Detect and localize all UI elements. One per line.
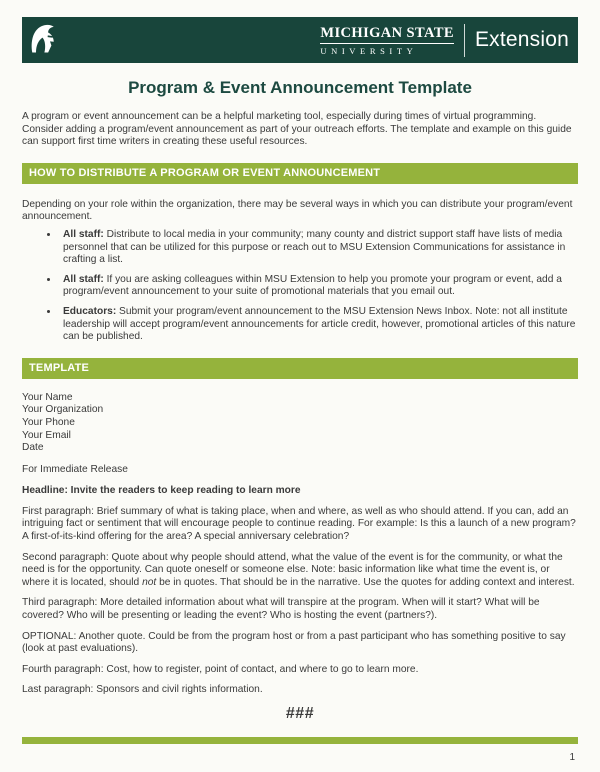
- section-heading-distribute: HOW TO DISTRIBUTE A PROGRAM OR EVENT ANNOUNCEMENT: [22, 163, 578, 184]
- bullet-text: If you are asking colleagues within MSU Extension to help you promote your program or event, add a program/event announcement to your suite of promotional materials that you email out.: [63, 273, 562, 298]
- spartan-helmet-icon: [29, 21, 57, 57]
- third-paragraph-instruction: Third paragraph: More detailed information about what will transpire at the program. When will it start? What will be covered? Who will be presenting or leading the event? Who is hosting the event (partners?).: [22, 597, 540, 622]
- second-paragraph-italic-word: not: [142, 576, 157, 588]
- fourth-paragraph-instruction: Fourth paragraph: Cost, how to register, point of contact, and where to go to learn more.: [22, 663, 419, 675]
- bullet-item: [59, 306, 578, 344]
- section-heading-template: TEMPLATE: [22, 358, 578, 379]
- contact-line-email: Your Email: [22, 429, 71, 441]
- bullet-lead: Educators:: [63, 305, 117, 317]
- contact-line-name: Your Name: [22, 391, 73, 403]
- bullet-lead: All staff:: [63, 273, 104, 285]
- distribute-lead-paragraph: Depending on your role within the organization, there may be several ways in which you can distribute your program/event announcement.: [22, 198, 573, 223]
- last-paragraph-instruction: Last paragraph: Sponsors and civil rights information.: [22, 684, 263, 696]
- second-paragraph-before: Second paragraph: Quote about why people should attend, what the value of the event is for the community, or what the need is for the opportunity. Can quote oneself or someone else. Note: basic information like what time the event is, or where it is located, should: [22, 551, 563, 588]
- page-title: Program & Event Announcement Template: [128, 78, 472, 97]
- brand-divider: [464, 24, 465, 57]
- second-paragraph-after: be in quotes. That should be in the narrative. Use the quotes for adding context and interest.: [156, 576, 575, 588]
- footer-accent-bar: [22, 737, 578, 744]
- contact-line-date: Date: [22, 442, 44, 454]
- masthead-brand: [320, 24, 569, 57]
- release-line: For Immediate Release: [22, 463, 128, 475]
- msu-wordmark: [320, 25, 454, 56]
- intro-paragraph: A program or event announcement can be a helpful marketing tool, especially during times of virtual programming. Consider adding a program/event announcement as part of your outreach efforts. The template and example on this guide can support first time writers in creating these useful resources.: [22, 111, 572, 148]
- page-number: 1: [569, 752, 575, 763]
- bullet-item: [59, 229, 578, 267]
- bullet-item: [59, 274, 578, 299]
- template-contact-block: [22, 392, 578, 455]
- distribute-bullet-list: [22, 229, 578, 344]
- first-paragraph-instruction: First paragraph: Brief summary of what is taking place, when and where, as well as who should attend. If you can, add an intriguing fact or sentiment that will encourage people to continue reading. For example: Is this a launch of a new program? A first-of-its-kind offering for the area? A special anniversary celebration?: [22, 505, 576, 543]
- bullet-lead: All staff:: [63, 228, 104, 240]
- bullet-text: Distribute to local media in your community; many county and district support staff have lists of media personnel that can be utilized for this purpose or reach out to MSU Extension Communications for assistance in crafting a list.: [63, 228, 566, 266]
- headline-instruction: Headline: Invite the readers to keep reading to learn more: [22, 485, 301, 497]
- msu-wordmark-top: MICHIGAN STATE: [320, 25, 454, 44]
- contact-line-phone: Your Phone: [22, 416, 75, 428]
- end-mark: ###: [285, 705, 315, 722]
- extension-brand-label: Extension: [474, 28, 569, 51]
- masthead: [22, 17, 578, 63]
- contact-line-organization: Your Organization: [22, 404, 104, 416]
- msu-wordmark-bottom: UNIVERSITY: [320, 45, 418, 56]
- bullet-text: Submit your program/event announcement to the MSU Extension News Inbox. Note: not all institute leadership will accept program/event announcements for article credit, however, promotional articles of this nature can be published.: [63, 305, 576, 343]
- optional-quote-instruction: OPTIONAL: Another quote. Could be from the program host or from a past participant who has something positive to say (look at past evaluations).: [22, 630, 566, 655]
- second-paragraph-instruction: [22, 552, 578, 590]
